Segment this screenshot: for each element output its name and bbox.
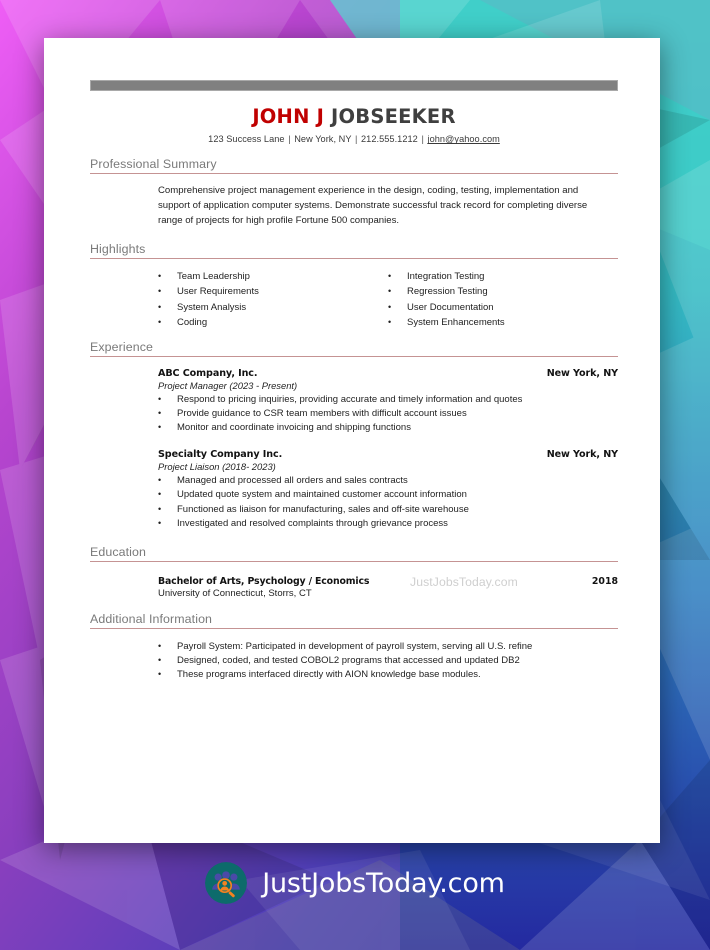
resume-page (44, 38, 660, 843)
bullet-text: These programs interfaced directly with AION knowledge base modules. (177, 669, 481, 681)
bullet-text: Investigated and resolved complaints through grievance process (177, 518, 448, 530)
experience-entry (90, 436, 618, 532)
contact-address: 123 Success Lane (208, 134, 285, 145)
bullet-text: Updated quote system and maintained customer account information (177, 489, 467, 501)
job-bullets (158, 393, 618, 436)
company-location: New York, NY (546, 448, 618, 460)
bullet-glyph: • (388, 301, 392, 312)
section-heading-summary: Professional Summary (90, 157, 618, 174)
page-title (90, 106, 618, 127)
education-entry (90, 562, 618, 599)
job-bullets (158, 474, 618, 532)
highlights-column-right (388, 269, 618, 331)
list-item (158, 269, 388, 284)
bullet-glyph: • (158, 271, 162, 282)
first-name: JOHN J (252, 105, 325, 128)
additional-bullets (90, 629, 618, 683)
company-location: New York, NY (546, 367, 618, 379)
list-item (158, 393, 618, 407)
contact-line (90, 134, 618, 144)
list-item (158, 300, 388, 315)
contact-separator-3: | (421, 134, 424, 145)
justjobstoday-logo-icon (205, 862, 247, 904)
contact-separator-1: | (288, 134, 291, 145)
bullet-glyph: • (158, 422, 162, 433)
company-name: ABC Company, Inc. (158, 367, 258, 379)
bullet-glyph: • (158, 407, 162, 418)
bullet-glyph: • (158, 669, 162, 680)
list-item (388, 300, 618, 315)
site-branding-bar (0, 862, 710, 904)
contact-phone: 212.555.1212 (361, 134, 418, 145)
bullet-glyph: • (388, 286, 392, 297)
bullet-glyph: • (158, 317, 162, 328)
bullet-glyph: • (388, 271, 392, 282)
highlight-label: User Documentation (407, 301, 494, 313)
highlight-label: User Requirements (177, 286, 259, 298)
bullet-glyph: • (158, 655, 162, 666)
list-item (158, 407, 618, 421)
job-title: Project Liaison (2018- 2023) (158, 460, 276, 472)
education-school: University of Connecticut, Storrs, CT (158, 587, 312, 599)
list-item (158, 488, 618, 502)
education-year: 2018 (591, 575, 618, 587)
list-item (158, 421, 618, 435)
company-name: Specialty Company Inc. (158, 448, 283, 460)
contact-email-link[interactable]: john@yahoo.com (427, 134, 500, 145)
section-heading-experience: Experience (90, 340, 618, 357)
bullet-glyph: • (388, 317, 392, 328)
list-item (158, 640, 618, 654)
highlight-label: System Enhancements (407, 317, 505, 329)
list-item (158, 315, 388, 330)
contact-city-state: New York, NY (294, 134, 352, 145)
watermark-text: JustJobsToday.com (410, 574, 518, 589)
bullet-glyph: • (158, 474, 162, 485)
section-heading-additional: Additional Information (90, 612, 618, 629)
summary-text: Comprehensive project management experience in the design, coding, testing, implementation and support of application computer systems. Demonstrate successful track record for completing diverse range of projects for high profile Fortune 500 companies. (158, 185, 588, 227)
bullet-glyph: • (158, 286, 162, 297)
header-gray-bar (90, 80, 618, 91)
list-item (158, 284, 388, 299)
bullet-glyph: • (158, 518, 162, 529)
list-item (388, 284, 618, 299)
bullet-text: Functioned as liaison for manufacturing, sales and off-site warehouse (177, 503, 469, 515)
bullet-text: Payroll System: Participated in development of payroll system, serving all U.S. refine (177, 640, 533, 652)
highlight-label: System Analysis (177, 301, 247, 313)
highlight-label: Coding (177, 317, 208, 329)
highlight-label: Integration Testing (407, 271, 485, 283)
list-item (158, 503, 618, 517)
highlight-label: Team Leadership (177, 271, 250, 283)
bullet-glyph: • (158, 301, 162, 312)
bullet-text: Respond to pricing inquiries, providing accurate and timely information and quotes (177, 393, 523, 405)
site-branding-text: JustJobsToday.com (262, 867, 505, 899)
highlight-label: Regression Testing (407, 286, 488, 298)
highlights-columns (90, 259, 618, 331)
list-item (388, 269, 618, 284)
list-item (158, 474, 618, 488)
section-heading-education: Education (90, 545, 618, 562)
list-item (388, 315, 618, 330)
list-item (158, 517, 618, 531)
bullet-glyph: • (158, 503, 162, 514)
bullet-glyph: • (158, 640, 162, 651)
bullet-text: Designed, coded, and tested COBOL2 programs that accessed and updated DB2 (177, 655, 520, 667)
list-item (158, 654, 618, 668)
bullet-glyph: • (158, 489, 162, 500)
highlights-column-left (158, 269, 388, 331)
list-item (158, 668, 618, 682)
experience-header (158, 449, 618, 460)
last-name: JOBSEEKER (331, 105, 456, 128)
bullet-text: Managed and processed all orders and sales contracts (177, 474, 408, 486)
bullet-glyph: • (158, 393, 162, 404)
experience-entry (90, 357, 618, 436)
education-degree: Bachelor of Arts, Psychology / Economics (158, 575, 370, 587)
contact-separator-2: | (354, 134, 358, 145)
section-heading-highlights: Highlights (90, 242, 618, 259)
bullet-text: Provide guidance to CSR team members with difficult account issues (177, 407, 467, 419)
experience-header (158, 368, 618, 379)
job-title: Project Manager (2023 - Present) (158, 379, 298, 391)
bullet-text: Monitor and coordinate invoicing and shipping functions (177, 422, 411, 434)
